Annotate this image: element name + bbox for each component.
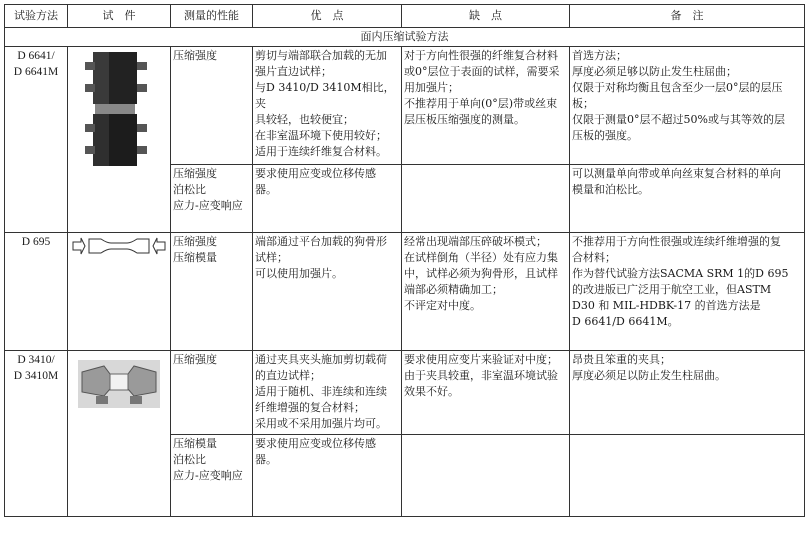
notes-cell [570, 351, 805, 435]
text-line: 合材料； [572, 251, 616, 264]
notes-cell [570, 165, 805, 233]
text-line: 层压板压缩强度的测量。 [404, 113, 525, 126]
property-line: 泊松比 [173, 183, 206, 196]
text-line: 板； [572, 97, 594, 110]
property-cell [171, 435, 253, 517]
disadvantages-cell [402, 47, 570, 165]
section-row [5, 28, 805, 47]
specimen-image [68, 47, 171, 233]
property-line: 压缩模量 [173, 251, 217, 264]
disadvantages-cell [402, 435, 570, 517]
disadvantages-cell [402, 351, 570, 435]
header-disadvantages: 缺 点 [402, 5, 570, 28]
method-line: D 3410/ [17, 354, 55, 366]
property-cell [171, 233, 253, 351]
specimen-image [68, 233, 171, 351]
text-line: 对于方向性很强的纤维复合材料 [404, 49, 558, 62]
header-test-method: 试验方法 [5, 5, 68, 28]
wedge-grip-fixture-photo [74, 352, 164, 416]
text-line: D 6641/D 6641M。 [572, 315, 679, 328]
property-cell [171, 165, 253, 233]
text-line: 器。 [255, 453, 277, 466]
method-cell [5, 47, 68, 233]
property-line: 压缩模量 [173, 437, 217, 450]
text-line: 的改进版已广泛用于航空工业，但ASTM [572, 283, 772, 296]
text-line: 采用或不采用加强片均可。 [255, 417, 387, 430]
advantages-cell [253, 435, 402, 517]
text-line: 可以使用加强片。 [255, 267, 343, 280]
text-line: 要求使用应变片来验证对中度； [404, 353, 558, 366]
property-line: 应力-应变响应 [173, 199, 243, 212]
property-line: 压缩强度 [173, 235, 217, 248]
text-line: 仅限于测量0°层不超过50%或与其等效的层 [572, 113, 785, 126]
header-property: 测量的性能 [171, 5, 253, 28]
text-line: 厚度必须足以防止发生柱屈曲。 [572, 369, 726, 382]
disadvantages-cell [402, 165, 570, 233]
text-line: 厚度必须足够以防止发生柱屈曲； [572, 65, 737, 78]
notes-cell [570, 435, 805, 517]
text-line: 剪切与端部联合加载的无加 [255, 49, 387, 62]
combined-loading-fixture-photo [79, 48, 159, 176]
property-line: 压缩强度 [173, 49, 217, 62]
text-line: 的直边试样； [255, 369, 321, 382]
text-line: 压板的强度。 [572, 129, 638, 142]
text-line: 模量和泊松比。 [572, 183, 649, 196]
specimen-image [68, 351, 171, 517]
text-line: 端部必须精确加工； [404, 283, 503, 296]
text-line: 可以测量单向带或单向丝束复合材料的单向 [572, 167, 781, 180]
header-specimen: 试 件 [68, 5, 171, 28]
property-line: 应力-应变响应 [173, 469, 243, 482]
dogbone-specimen-diagram [71, 234, 167, 258]
compression-test-methods-table [4, 4, 805, 517]
text-line: 仅限于对称均衡且包含至少一层0°层的层压 [572, 81, 783, 94]
text-line: 经常出现端部压碎破坏模式； [404, 235, 547, 248]
property-line: 压缩强度 [173, 353, 217, 366]
text-line: 强片直边试样； [255, 65, 332, 78]
text-line: 或0°层位于表面的试样，需要采 [404, 65, 560, 78]
text-line: 由于夹具较重，非室温环境试验 [404, 369, 558, 382]
text-line: 试样； [255, 251, 288, 264]
header-advantages: 优 点 [253, 5, 402, 28]
text-line: 在非室温环境下使用较好； [255, 129, 387, 142]
table-row [5, 351, 805, 435]
method-line: D 3410M [13, 370, 59, 382]
text-line: 在试样倒角（半径）处有应力集 [404, 251, 558, 264]
text-line: 不推荐用于单向(0°层)带或丝束 [404, 97, 558, 110]
text-line: 适用于连续纤维复合材料。 [255, 145, 387, 158]
table-row [5, 233, 805, 351]
text-line: 用加强片； [404, 81, 459, 94]
disadvantages-cell [402, 233, 570, 351]
method-cell [5, 233, 68, 351]
text-line: 端部通过平台加载的狗骨形 [255, 235, 387, 248]
property-cell [171, 47, 253, 165]
text-line: 器。 [255, 183, 277, 196]
text-line: 通过夹具夹头施加剪切载荷 [255, 353, 387, 366]
text-line: 首选方法； [572, 49, 627, 62]
method-cell [5, 351, 68, 517]
text-line: 效果不好。 [404, 385, 459, 398]
notes-cell [570, 47, 805, 165]
advantages-cell [253, 47, 402, 165]
property-line: 泊松比 [173, 453, 206, 466]
text-line: 作为替代试验方法SACMA SRM 1的D 695 [572, 267, 789, 280]
text-line: 纤维增强的复合材料； [255, 401, 365, 414]
property-cell [171, 351, 253, 435]
text-line: 具较轻，也较便宜； [255, 113, 354, 126]
property-line: 压缩强度 [173, 167, 217, 180]
method-line: D 6641M [13, 66, 59, 78]
text-line: 适用于随机、非连续和连续 [255, 385, 387, 398]
text-line: 要求使用应变或位移传感 [255, 437, 376, 450]
table-header-row [5, 5, 805, 28]
text-line: D30 和 MIL-HDBK-17 的首选方法是 [572, 299, 761, 312]
text-line: 要求使用应变或位移传感 [255, 167, 376, 180]
text-line: 与D 3410/D 3410M相比，夹 [255, 81, 395, 110]
method-line: D 695 [21, 236, 51, 248]
text-line: 不推荐用于方向性很强或连续纤维增强的复 [572, 235, 781, 248]
text-line: 中，试样必须为狗骨形，且试样 [404, 267, 558, 280]
table-row [5, 47, 805, 165]
advantages-cell [253, 165, 402, 233]
advantages-cell [253, 233, 402, 351]
advantages-cell [253, 351, 402, 435]
method-line: D 6641/ [17, 50, 55, 62]
text-line: 不评定对中度。 [404, 299, 481, 312]
section-title: 面内压缩试验方法 [5, 28, 805, 47]
header-notes: 备 注 [570, 5, 805, 28]
notes-cell [570, 233, 805, 351]
text-line: 昂贵且笨重的夹具； [572, 353, 671, 366]
